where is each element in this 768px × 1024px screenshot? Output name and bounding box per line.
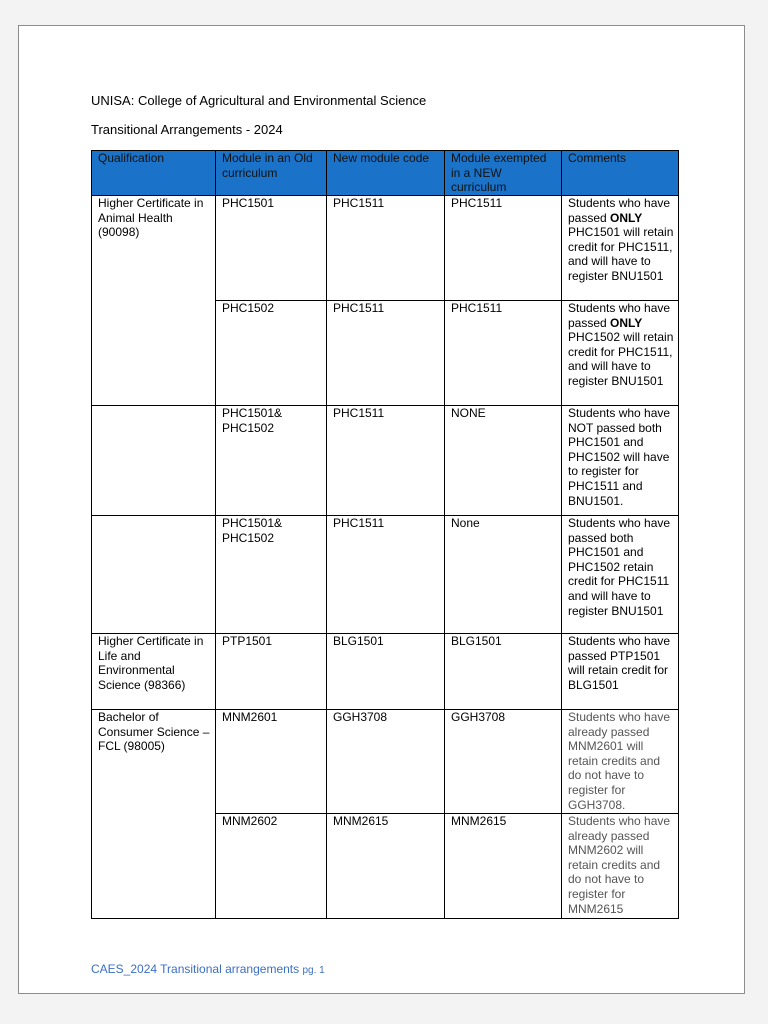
exempted-cell: NONE xyxy=(445,406,562,516)
new-code-cell: BLG1501 xyxy=(327,634,445,710)
old-module-cell: PHC1501 xyxy=(216,196,327,301)
header-comments: Comments xyxy=(562,151,679,196)
new-code-cell: PHC1511 xyxy=(327,516,445,634)
exempted-cell: GGH3708 xyxy=(445,710,562,814)
table-row xyxy=(92,406,679,516)
table-row xyxy=(92,634,679,710)
comment-text: Students who have passed xyxy=(568,196,671,225)
new-code-cell: PHC1511 xyxy=(327,301,445,406)
header-qualification: Qualification xyxy=(92,151,216,196)
transitional-arrangements-table xyxy=(91,150,679,919)
document-title: UNISA: College of Agricultural and Environmental Science xyxy=(91,93,427,108)
qualification-cell: Higher Certificate in Animal Health (90098) xyxy=(92,196,216,406)
old-module-cell: PHC1502 xyxy=(216,301,327,406)
exempted-cell: None xyxy=(445,516,562,634)
table-row xyxy=(92,516,679,634)
comment-text: PHC1502 will retain credit for PHC1511, and will have to register BNU1501 xyxy=(568,330,674,388)
new-code-cell: GGH3708 xyxy=(327,710,445,814)
new-code-cell: PHC1511 xyxy=(327,406,445,516)
comment-text: PHC1501 will retain credit for PHC1511, and will have to register BNU1501 xyxy=(568,225,674,283)
qualification-cell xyxy=(92,406,216,516)
page-footer xyxy=(91,962,325,976)
document-page xyxy=(18,25,745,994)
old-module-cell: PHC1501& PHC1502 xyxy=(216,406,327,516)
exempted-cell: PHC1511 xyxy=(445,196,562,301)
comment-emphasis: ONLY xyxy=(610,315,643,330)
comment-cell: Students who have passed both PHC1501 and PHC1502 retain credit for PHC1511 and will have to register BNU1501 xyxy=(562,516,679,634)
exempted-cell: BLG1501 xyxy=(445,634,562,710)
comment-emphasis: ONLY xyxy=(610,210,643,225)
old-module-cell: PHC1501& PHC1502 xyxy=(216,516,327,634)
old-module-cell: PTP1501 xyxy=(216,634,327,710)
comment-cell: Students who have already passed MNM2602 will retain credits and do not have to register for MNM2615 xyxy=(562,814,679,919)
header-old-module: Module in an Old curriculum xyxy=(216,151,327,196)
comment-cell xyxy=(562,301,679,406)
new-code-cell: MNM2615 xyxy=(327,814,445,919)
header-new-module-code: New module code xyxy=(327,151,445,196)
comment-cell: Students who have NOT passed both PHC1501 and PHC1502 will have to register for PHC1511 and BNU1501. xyxy=(562,406,679,516)
qualification-cell: Bachelor of Consumer Science – FCL (98005) xyxy=(92,710,216,919)
table-row xyxy=(92,196,679,301)
comment-cell xyxy=(562,196,679,301)
table-row xyxy=(92,710,679,814)
old-module-cell: MNM2601 xyxy=(216,710,327,814)
table-header-row xyxy=(92,151,679,196)
comment-cell: Students who have already passed MNM2601 will retain credits and do not have to register for GGH3708. xyxy=(562,710,679,814)
exempted-cell: PHC1511 xyxy=(445,301,562,406)
exempted-cell: MNM2615 xyxy=(445,814,562,919)
new-code-cell: PHC1511 xyxy=(327,196,445,301)
old-module-cell: MNM2602 xyxy=(216,814,327,919)
qualification-cell xyxy=(92,516,216,634)
footer-page-number: pg. 1 xyxy=(302,965,325,976)
document-subtitle: Transitional Arrangements - 2024 xyxy=(91,122,283,137)
footer-text: CAES_2024 Transitional arrangements xyxy=(91,962,300,976)
comment-text: Students who have passed xyxy=(568,301,671,330)
qualification-cell: Higher Certificate in Life and Environmental Science (98366) xyxy=(92,634,216,710)
header-module-exempted: Module exempted in a NEW curriculum xyxy=(445,151,562,196)
comment-cell: Students who have passed PTP1501 will retain credit for BLG1501 xyxy=(562,634,679,710)
